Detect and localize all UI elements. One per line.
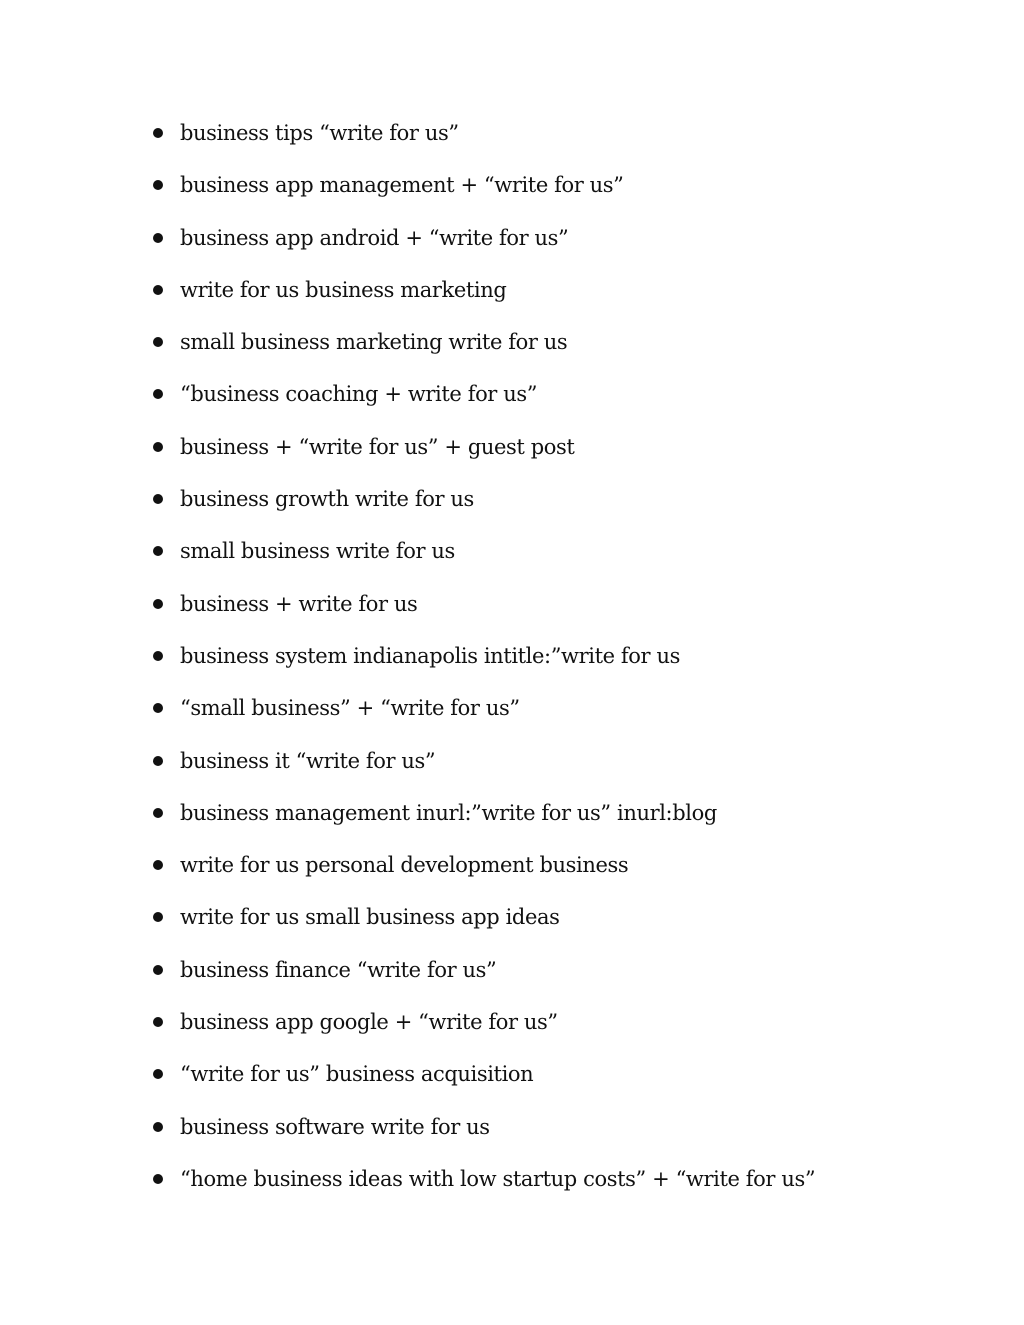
list-item xyxy=(150,953,970,1005)
bullet-icon xyxy=(153,128,163,138)
bullet-icon xyxy=(153,494,163,504)
list-item-text: business finance “write for us” xyxy=(180,957,497,982)
list-item xyxy=(150,848,970,900)
list-item-text: business software write for us xyxy=(180,1114,490,1139)
list-item xyxy=(150,377,970,429)
list-item-text: business + write for us xyxy=(180,591,418,616)
bullet-icon xyxy=(153,1122,163,1132)
bullet-icon xyxy=(153,1069,163,1079)
list-item-text: write for us business marketing xyxy=(180,277,507,302)
list-item-text: business app android + “write for us” xyxy=(180,225,569,250)
list-item xyxy=(150,1110,970,1162)
bullet-icon xyxy=(153,389,163,399)
bullet-icon xyxy=(153,912,163,922)
list-item-text: business it “write for us” xyxy=(180,748,436,773)
list-item-text: business management inurl:”write for us” inurl:blog xyxy=(180,800,717,825)
list-item xyxy=(150,482,970,534)
list-item-text: business system indianapolis intitle:”write for us xyxy=(180,643,680,668)
bullet-icon xyxy=(153,808,163,818)
list-item-text: “small business” + “write for us” xyxy=(180,696,520,721)
list-item xyxy=(150,639,970,691)
bullet-icon xyxy=(153,860,163,870)
list-item xyxy=(150,587,970,639)
bullet-icon xyxy=(153,233,163,243)
list-item xyxy=(150,900,970,952)
list-item-text: business app google + “write for us” xyxy=(180,1010,558,1035)
list-item-text: “business coaching + write for us” xyxy=(180,382,538,407)
bullet-icon xyxy=(153,1017,163,1027)
list-item xyxy=(150,221,970,273)
bullet-icon xyxy=(153,651,163,661)
list-item xyxy=(150,168,970,220)
list-item xyxy=(150,116,970,168)
list-item-text: write for us personal development business xyxy=(180,853,629,878)
list-item-text: small business marketing write for us xyxy=(180,330,568,355)
bullet-icon xyxy=(153,965,163,975)
list-item xyxy=(150,325,970,377)
list-item-text: business growth write for us xyxy=(180,487,474,512)
list-item xyxy=(150,430,970,482)
list-item xyxy=(150,744,970,796)
keyword-list xyxy=(150,116,970,1214)
list-item-text: business + “write for us” + guest post xyxy=(180,434,575,459)
list-item-text: business app management + “write for us” xyxy=(180,173,624,198)
bullet-icon xyxy=(153,546,163,556)
bullet-icon xyxy=(153,703,163,713)
list-item-text: write for us small business app ideas xyxy=(180,905,560,930)
list-item-text: “home business ideas with low startup costs” + “write for us” xyxy=(180,1166,816,1191)
list-item xyxy=(150,691,970,743)
list-item xyxy=(150,273,970,325)
bullet-icon xyxy=(153,180,163,190)
bullet-icon xyxy=(153,599,163,609)
list-item xyxy=(150,534,970,586)
bullet-icon xyxy=(153,442,163,452)
list-item xyxy=(150,1057,970,1109)
bullet-icon xyxy=(153,285,163,295)
list-item xyxy=(150,1162,970,1214)
bullet-icon xyxy=(153,1174,163,1184)
bullet-icon xyxy=(153,337,163,347)
bullet-icon xyxy=(153,756,163,766)
list-item-text: “write for us” business acquisition xyxy=(180,1062,534,1087)
list-item-text: business tips “write for us” xyxy=(180,121,459,145)
list-item-text: small business write for us xyxy=(180,539,455,564)
list-item xyxy=(150,796,970,848)
list-item xyxy=(150,1005,970,1057)
